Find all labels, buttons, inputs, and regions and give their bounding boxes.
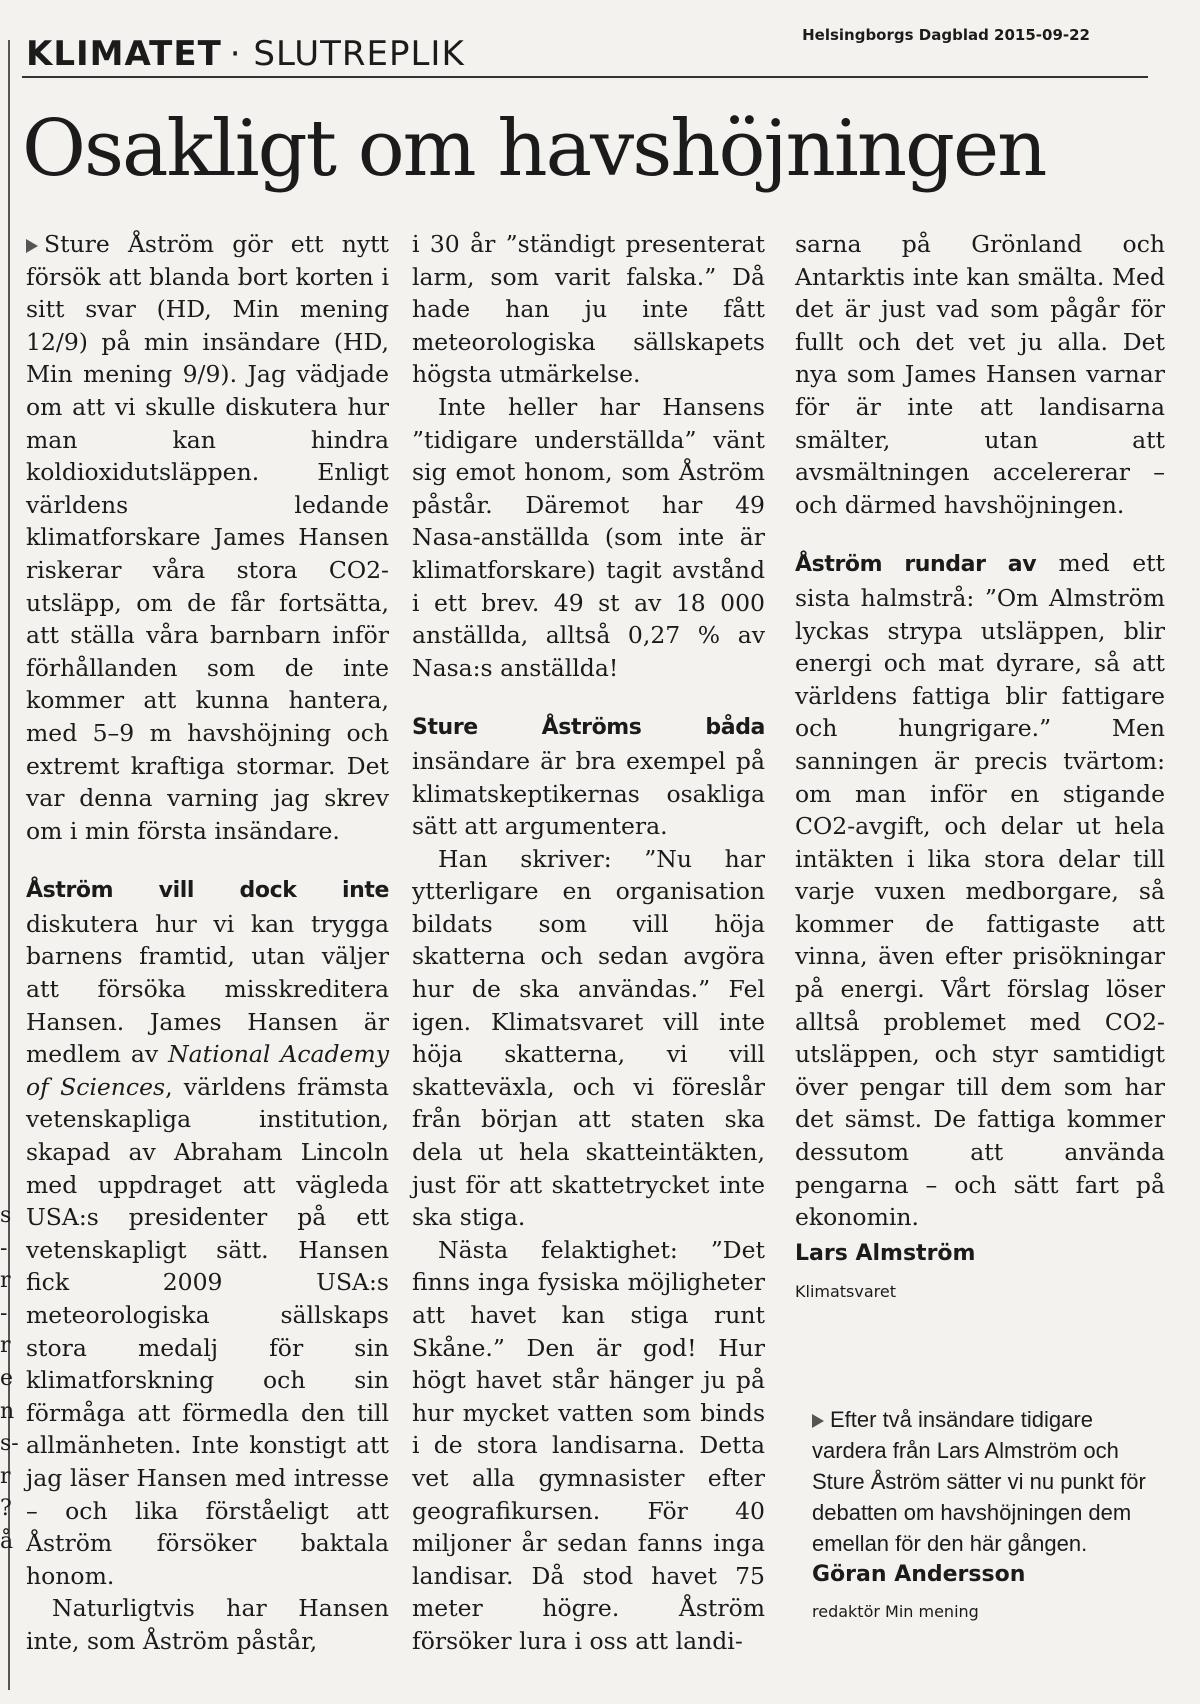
author-organization: Klimatsvaret <box>795 1282 896 1302</box>
source-line: Helsingborgs Dagblad 2015-09-22 <box>802 26 1090 44</box>
section-kicker <box>26 34 465 74</box>
triangle-marker-icon <box>812 1414 824 1428</box>
paragraph-text: Naturligtvis har Hansen inte, som Åström påstår, <box>26 1594 389 1655</box>
paragraph-lead: Åström vill dock inte <box>26 878 389 904</box>
header-rule <box>22 76 1148 78</box>
paragraph-text: med ett sista halmstrå: ”Om Almström lyckas strypa utsläppen, blir energi och mat dyrare, så att världens fattiga blir fattigare och hungrigare.” Men sanningen är precis tvärtom: om man inför en stigande CO2-avgift, och delar ut hela intäkten i lika stora delar till varje vuxen medborgare, så kommer de fattigaste att vinna, även efter prisökningar på energi. Vårt förslag löser alltså problemet med CO2-utsläppen, och styr samtidigt över pengar till dem som har det sämst. De fattiga kommer dessutom att använda pengarna – och sätt fart på ekonomin. <box>795 549 1165 1232</box>
paragraph: Nästa felaktighet: ”Det finns inga fysiska möjligheter att havet kan stiga runt Skåne.” Den är god! Hur högt havet står hänger ju på hur mycket vatten som binds i de stora landisarna. Detta vet alla gymnasister efter geografikursen. För 40 miljoner år sedan fanns inga landisar. Då stod havet 75 meter högre. Åström försöker lura i oss att landi- <box>412 1235 765 1655</box>
paragraph-lead: Sture Åströms båda <box>412 715 765 741</box>
margin-fragment: r <box>0 1268 11 1294</box>
paragraph: Inte heller har Hansens ”tidigare underställda” vänt sig emot honom, som Åström påstår. Däremot har 49 Nasa-anställda (som inte är klimatforskare) tagit avstånd i ett brev. 49 st av 18 000 anställda, alltså 0,27 % av Nasa:s anställda! <box>412 392 765 682</box>
headline: Osakligt om havshöjningen <box>22 104 1046 194</box>
margin-fragment: s <box>0 1203 12 1228</box>
paragraph-text: , världens främsta vetenskapliga institution, skapad av Abraham Lincoln med uppdraget att vägleda USA:s presidenter på ett vetenskapligt sätt. Hansen fick 2009 USA:s meteorologiska sällskaps stora medalj för sin klimatforskning och sin förmåga att förmedla den till allmänheten. Inte konstigt att jag läser Hansen med intresse – och lika förståeligt att Åström försöker baktala honom. <box>26 1072 389 1590</box>
editor-note-body <box>812 1404 1162 1559</box>
margin-fragment: - <box>0 1235 8 1261</box>
section-name: KLIMATET <box>26 34 222 74</box>
margin-fragment: r <box>0 1333 11 1359</box>
column-3 <box>795 228 1165 1309</box>
paragraph-text: insändare är bra exempel på klimatskeptikernas osakliga sätt att argumentera. <box>412 746 765 841</box>
editor-note-text: Efter två insändare tidigare vardera från Lars Almström och Sture Åström sätter vi nu punkt för debatten om havshöjningen dem emellan för den här gången. <box>812 1407 1146 1556</box>
paragraph <box>26 1592 389 1657</box>
paragraph: Han skriver: ”Nu har ytterligare en organisation bildats som vill höja skatterna och sedan avgöra hur de ska användas.” Fel igen. Klimatsvaret vill inte höja skatterna, vi vill skatteväxla, och vi föreslår från början att staten ska dela ut hela skatteintäkten, just för att skattetrycket inte ska stiga. <box>412 844 765 1232</box>
margin-fragment: s- <box>0 1431 19 1457</box>
paragraph: sarna på Grönland och Antarktis inte kan smälta. Med det är just vad som pågår för fullt och det vet ju alla. Det nya som James Hansen varnar för är inte att landisarna smälter, utan att avsmältningen accelererar – och därmed havshöjningen. <box>795 230 1165 519</box>
paragraph <box>412 710 765 842</box>
column-1 <box>26 228 389 1658</box>
adjacent-article-fragments <box>0 1200 20 1559</box>
margin-fragment: å <box>0 1528 14 1554</box>
paragraph-text: diskutera hur vi kan trygga barnens framtid, utan väljer att försöka misskreditera Hansen. James Hansen är medlem av <box>26 909 389 1069</box>
article-type: · SLUTREPLIK <box>229 34 465 74</box>
margin-fragment: e <box>0 1365 14 1391</box>
editor-name: Göran Andersson <box>812 1562 1026 1587</box>
margin-fragment: n <box>0 1398 15 1424</box>
editor-note <box>812 1404 1162 1627</box>
paragraph <box>795 547 1165 1233</box>
author-name: Lars Almström <box>795 1240 976 1266</box>
triangle-marker-icon <box>26 239 38 253</box>
column-2 <box>412 228 765 1658</box>
margin-fragment: - <box>0 1300 8 1326</box>
paragraph-lead: Åström rundar av <box>795 552 1037 578</box>
editor-role: redaktör Min mening <box>812 1602 979 1621</box>
paragraph <box>26 873 389 1592</box>
paragraph <box>26 228 389 847</box>
margin-fragment: ? <box>0 1496 12 1522</box>
paragraph: i 30 år ”ständigt presenterat larm, som varit falska.” Då hade han ju inte fått meteorologiska sällskapets högsta utmärkelse. <box>412 230 765 389</box>
margin-fragment: r <box>0 1463 11 1489</box>
paragraph-text: Sture Åström gör ett nytt försök att blanda bort korten i sitt svar (HD, Min mening 12/9) på min insändare (HD, Min mening 9/9). Jag vädjade om att vi skulle diskutera hur man kan hindra koldioxidutsläppen. Enligt världens ledande klimatforskare James Hansen riskerar våra stora CO2-utsläpp, om de får fortsätta, att ställa våra barnbarn inför förhållanden som de inte kommer att kunna hantera, med 5–9 m havshöjning och extremt kraftiga stormar. Det var denna varning jag skrev om i min första insändare. <box>26 230 389 845</box>
institution-name: National Academy of Sciences <box>26 1040 389 1101</box>
